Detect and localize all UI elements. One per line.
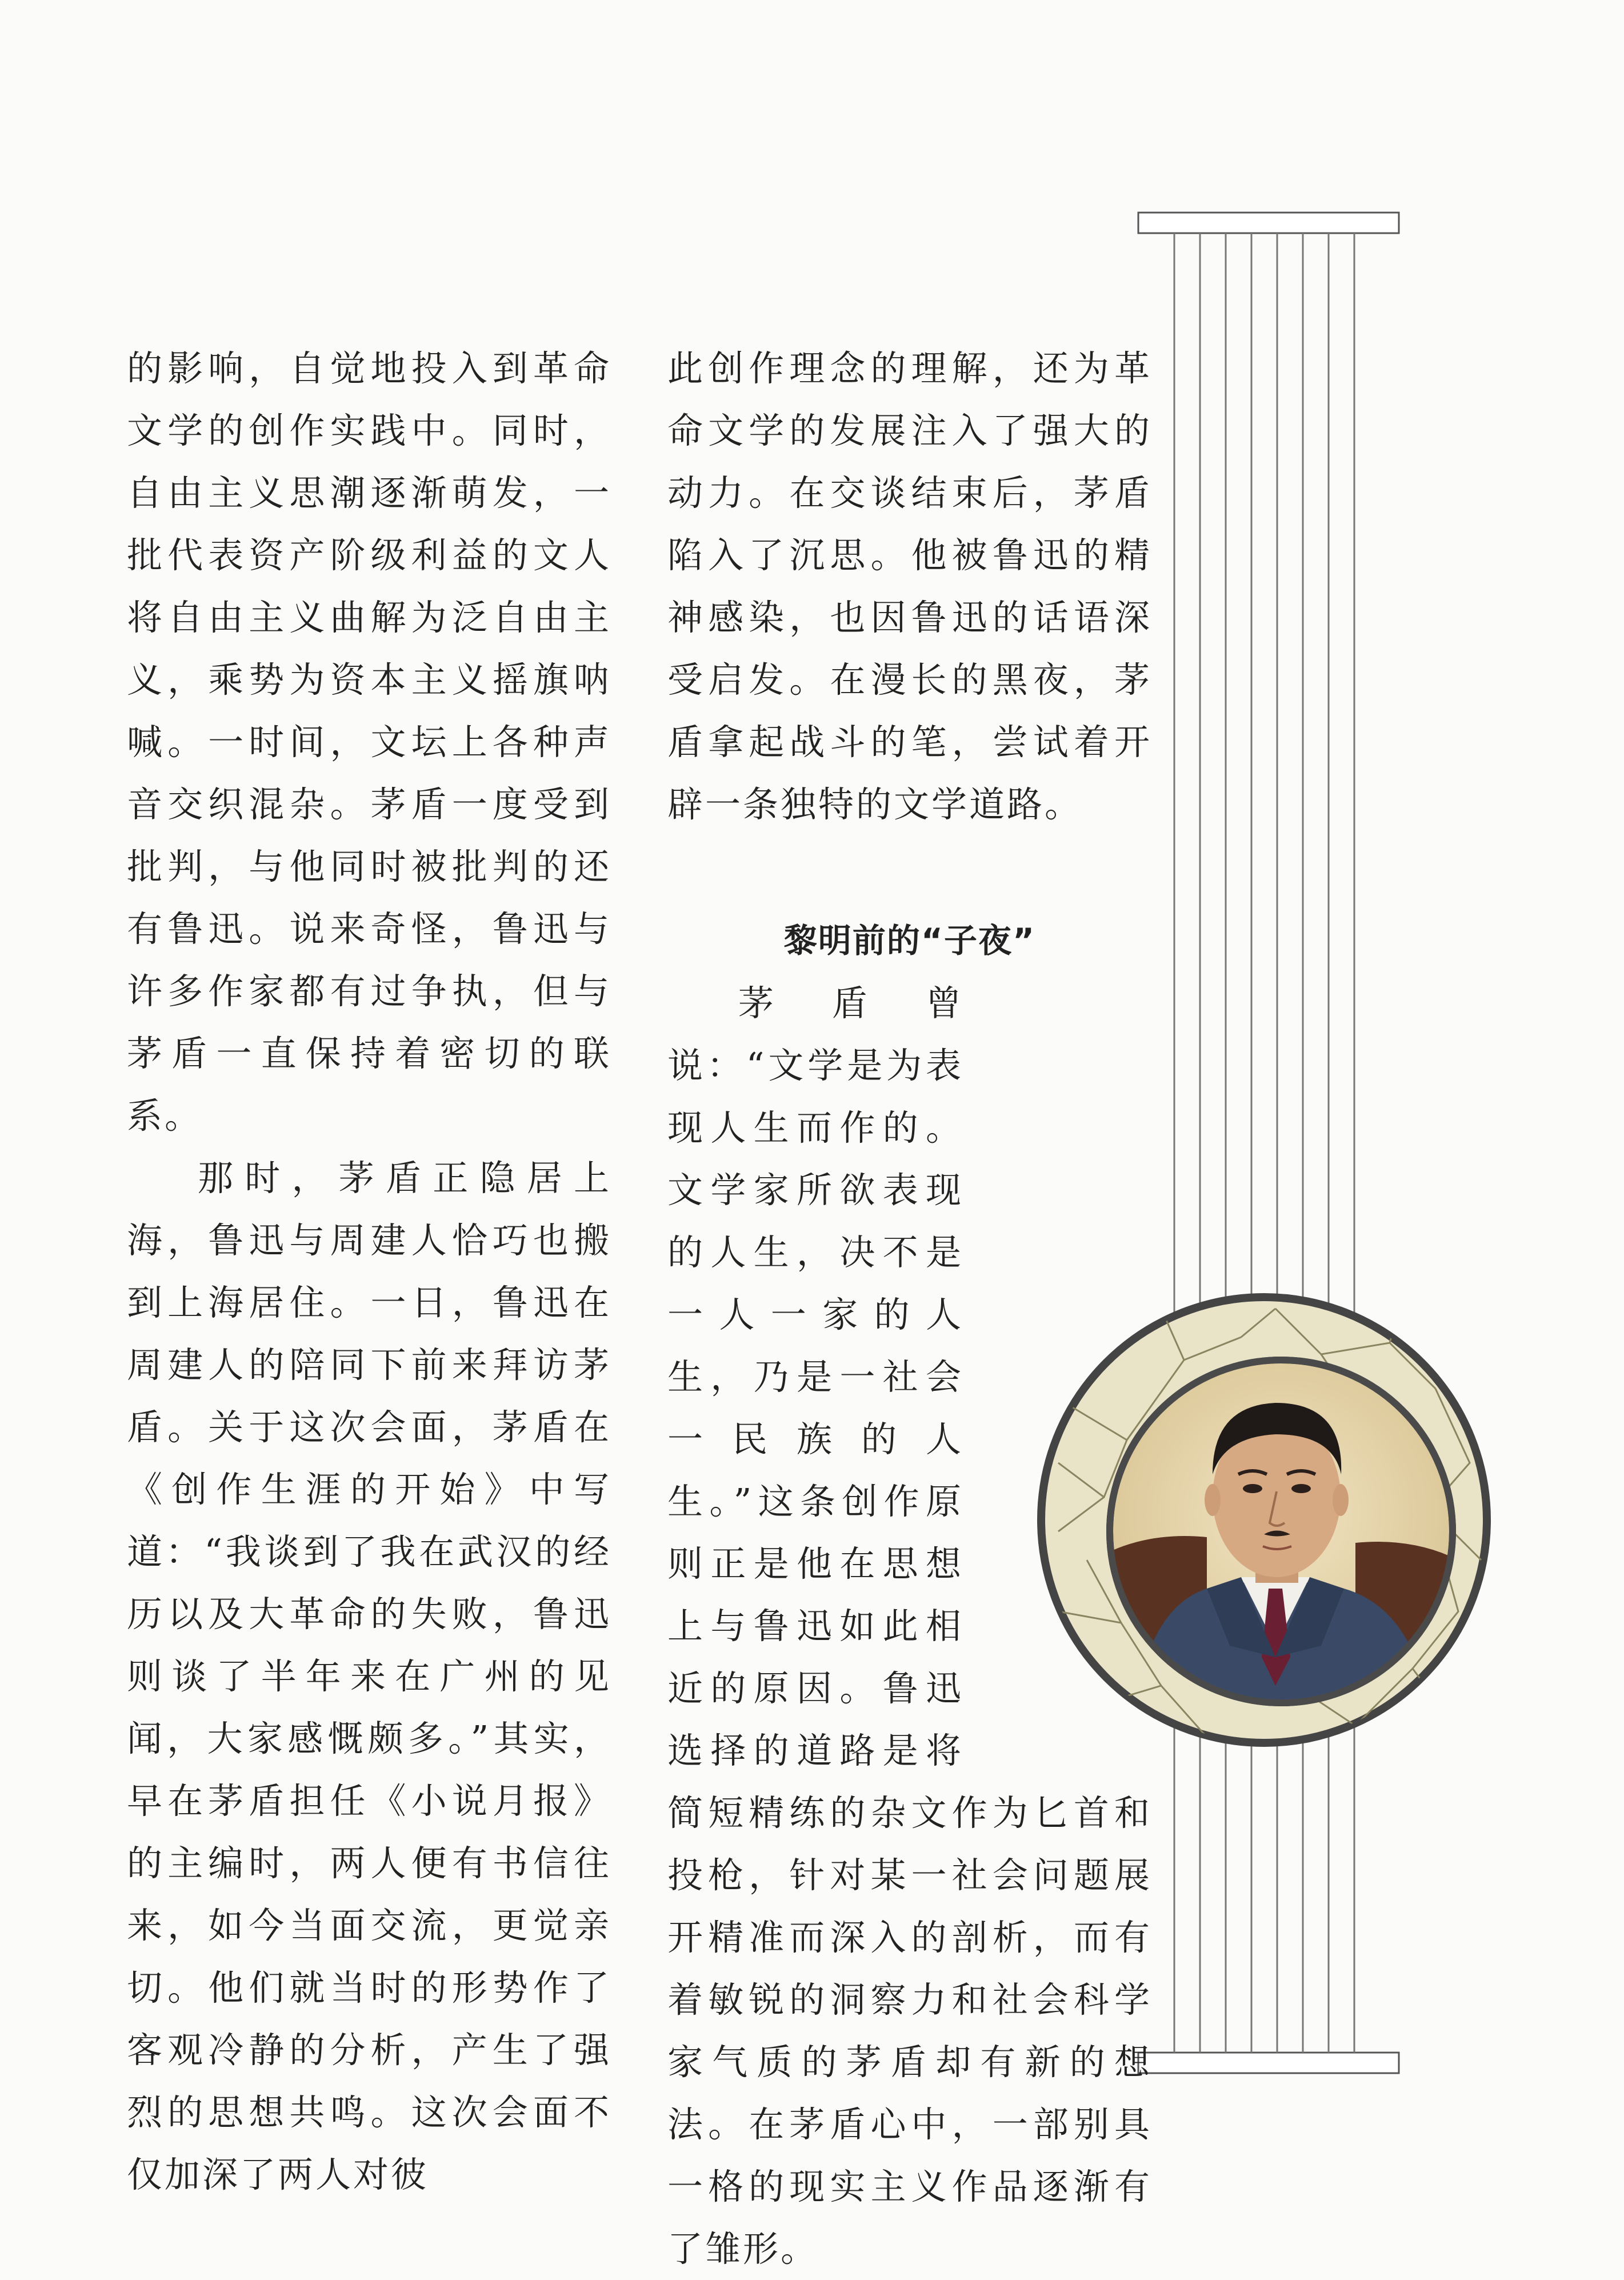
left-text-column [127, 337, 611, 2206]
section-heading: 黎明前的“子夜” [783, 921, 1036, 960]
classical-column-icon [1137, 211, 1400, 2074]
right-text-column [667, 337, 1152, 2280]
body-paragraph: 那时，茅盾正隐居上海，鲁迅与周建人恰巧也搬到上海居住。一日，鲁迅在周建人的陪同下前来拜访茅盾。关于这次会面，茅盾在《创作生涯的开始》中写道：“我谈到了我在武汉的经历以及大革命的失败，鲁迅则谈了半年来在广州的见闻，大家感慨颇多。”其实，早在茅盾担任《小说月报》的主编时，两人便有书信往来，如今当面交流，更觉亲切。他们就当时的形势作了客观冷静的分析，产生了强烈的思想共鸣。这次会面不仅加深了两人对彼 [127, 1157, 611, 2195]
body-paragraph: 茅盾曾说：“文学是为表现人生而作的。文学家所欲表现的人生，决不是一人一家的人生，乃是一社会一民族的人生。”这条创作原则正是他在思想上与鲁迅如此相近的原因。鲁迅选择的道路是将简短精练的杂文作为匕首和投枪，针对某一社会问题展开精准而深入的剖析，而有着敏锐的洞察力和社会科学家气质的茅盾却有新的想法。在茅盾心中，一部别具一格的现实主义作品逐渐有了雏形。 [667, 982, 1152, 2270]
body-paragraph: 此创作理念的理解，还为革命文学的发展注入了强大的动力。在交谈结束后，茅盾陷入了沉思。他被鲁迅的精神感染，也因鲁迅的话语深受启发。在漫长的黑夜，茅盾拿起战斗的笔，尝试着开辟一条独特的文学道路。 [667, 347, 1152, 825]
body-paragraph: 的影响，自觉地投入到革命文学的创作实践中。同时，自由主义思潮逐渐萌发，一批代表资产阶级利益的文人将自由主义曲解为泛自由主义，乘势为资本主义摇旗呐喊。一时间，文坛上各种声音交织混杂。茅盾一度受到批判，与他同时被批判的还有鲁迅。说来奇怪，鲁迅与许多作家都有过争执，但与茅盾一直保持着密切的联系。 [127, 347, 611, 1137]
